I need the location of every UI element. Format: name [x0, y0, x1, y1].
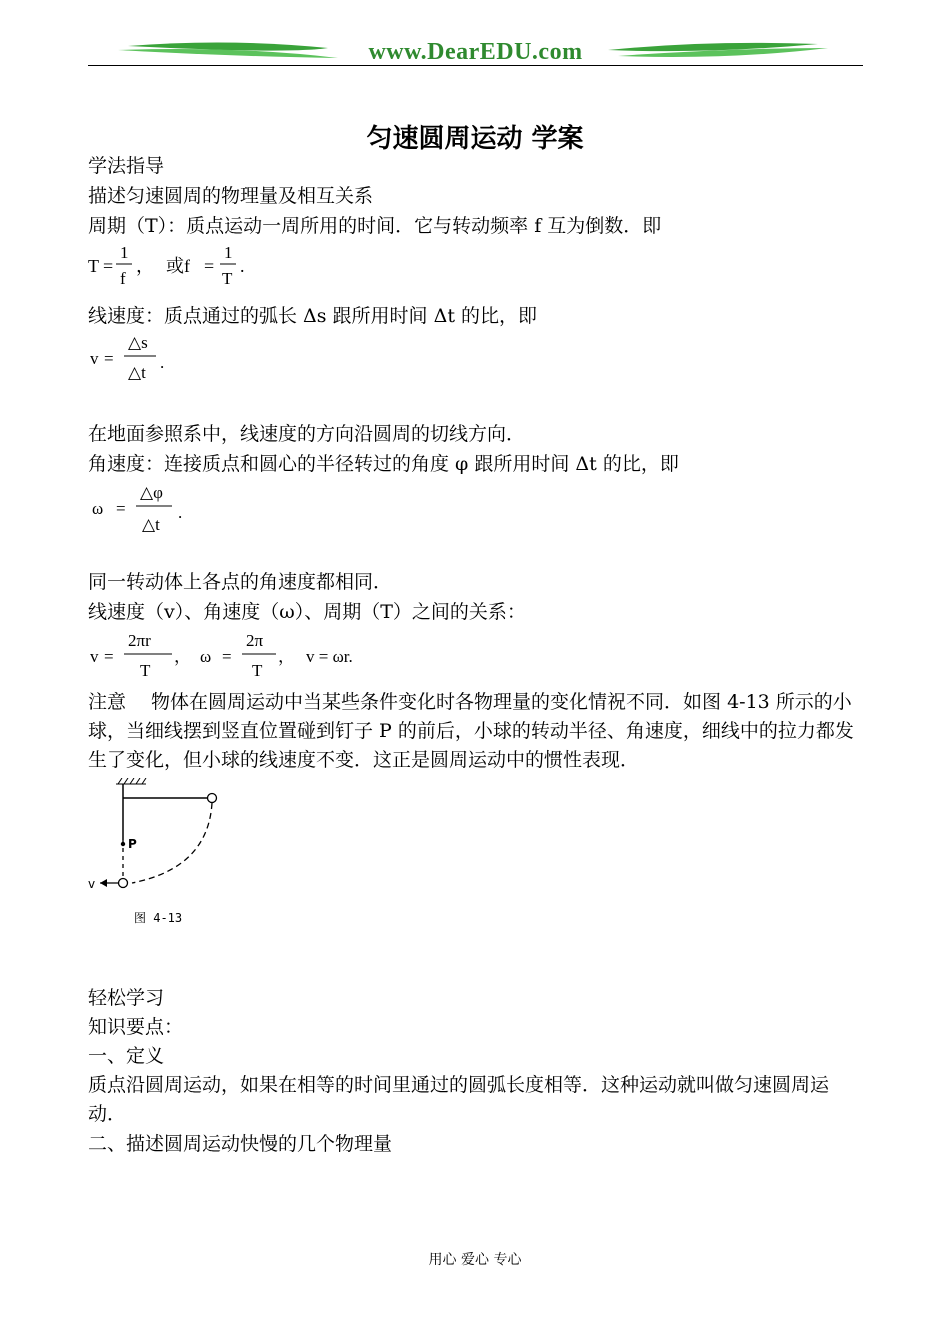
nail-p: [121, 842, 125, 846]
formula-symbol: .: [240, 256, 245, 276]
formula-angular-velocity: [90, 478, 200, 538]
text-line: 知识要点：: [88, 1016, 184, 1038]
formula-symbol: 或f: [166, 256, 190, 276]
formula-symbol: △φ: [140, 483, 163, 502]
formula-symbol: =: [204, 256, 215, 276]
formula-symbol: v: [90, 349, 99, 368]
text-line: 在地面参照系中，线速度的方向沿圆周的切线方向．: [88, 423, 526, 445]
formula-symbol: 2πr: [128, 631, 151, 650]
formula-relations: [88, 626, 408, 684]
formula-symbol: =: [103, 256, 114, 276]
formula-symbol: ω: [200, 647, 212, 666]
formula-symbol: 1: [120, 243, 129, 262]
ceiling-hatch: [116, 778, 146, 784]
figure-4-13-pendulum: [88, 778, 248, 938]
formula-symbol: △t: [142, 515, 160, 534]
formula-symbol: =: [104, 647, 114, 666]
ball-initial: [208, 794, 217, 803]
formula-symbol: ，: [174, 647, 191, 666]
nail-label: P: [128, 837, 137, 851]
formula-symbol: ω: [92, 499, 104, 518]
page-footer: 用心 爱心 专心: [428, 1252, 522, 1268]
formula-symbol: △s: [128, 333, 148, 352]
formula-symbol: 1: [224, 243, 233, 262]
velocity-label: v: [88, 877, 96, 891]
site-logo[interactable]: www.DearEDU.com: [368, 39, 583, 65]
formula-symbol: T: [88, 256, 99, 276]
ball-bottom: [119, 879, 128, 888]
text-line: 描述匀速圆周的物理量及相互关系: [88, 185, 374, 207]
text-line: 周期（T）：质点运动一周所用的时间．它与转动频率 f 互为倒数．即: [88, 215, 662, 237]
page-title: 匀速圆周运动 学案: [366, 124, 584, 154]
text-line: 二、描述圆周运动快慢的几个物理量: [88, 1133, 393, 1155]
text-line: 角速度：连接质点和圆心的半径转过的角度 φ 跟所用时间 Δt 的比，即: [88, 453, 679, 475]
formula-symbol: v = ωr.: [306, 647, 353, 666]
formula-symbol: .: [178, 503, 183, 522]
formula-symbol: =: [222, 647, 232, 666]
arrow-head: [100, 879, 107, 887]
note-paragraph: 注意 物体在圆周运动中当某些条件变化时各物理量的变化情祝不同．如图 4-13 所示的小球，当细线摆到竖直位置碰到钉子 P 的前后，小球的转动半径、角速度，细线中的拉力都发生了变化，但小球的线速度不变．这正是圆周运动中的惯性表现．: [88, 691, 854, 771]
section-heading: 学法指导: [88, 155, 165, 177]
formula-symbol: .: [160, 353, 165, 372]
formula-symbol: 2π: [246, 631, 264, 650]
text-line: 同一转动体上各点的角速度都相同．: [88, 571, 393, 593]
formula-symbol: T: [252, 661, 263, 680]
definition-paragraph: 质点沿圆周运动，如果在相等的时间里通过的圆弧长度相等．这种运动就叫做匀速圆周运动．: [88, 1074, 830, 1125]
formula-symbol: =: [104, 349, 114, 368]
section-heading: 轻松学习: [88, 987, 165, 1009]
formula-symbol: △t: [128, 363, 146, 382]
header-rule: [88, 65, 863, 66]
formula-symbol: T: [222, 269, 233, 288]
text-line: 线速度：质点通过的弧长 Δs 跟所用时间 Δt 的比，即: [88, 305, 537, 327]
formula-linear-velocity: [90, 330, 180, 388]
formula-symbol: ，: [278, 647, 295, 666]
arc-path: [132, 803, 212, 883]
figure-caption: 图 4-13: [134, 911, 183, 925]
formula-symbol: =: [116, 499, 126, 518]
text-line: 一、定义: [88, 1045, 165, 1067]
formula-symbol: T: [140, 661, 151, 680]
formula-symbol: f: [120, 269, 126, 288]
text-line: 线速度（v）、角速度（ω）、周期（T）之间的关系：: [88, 601, 526, 623]
formula-symbol: v: [90, 647, 99, 666]
formula-symbol: ，: [136, 256, 154, 276]
formula-period: [88, 240, 268, 290]
